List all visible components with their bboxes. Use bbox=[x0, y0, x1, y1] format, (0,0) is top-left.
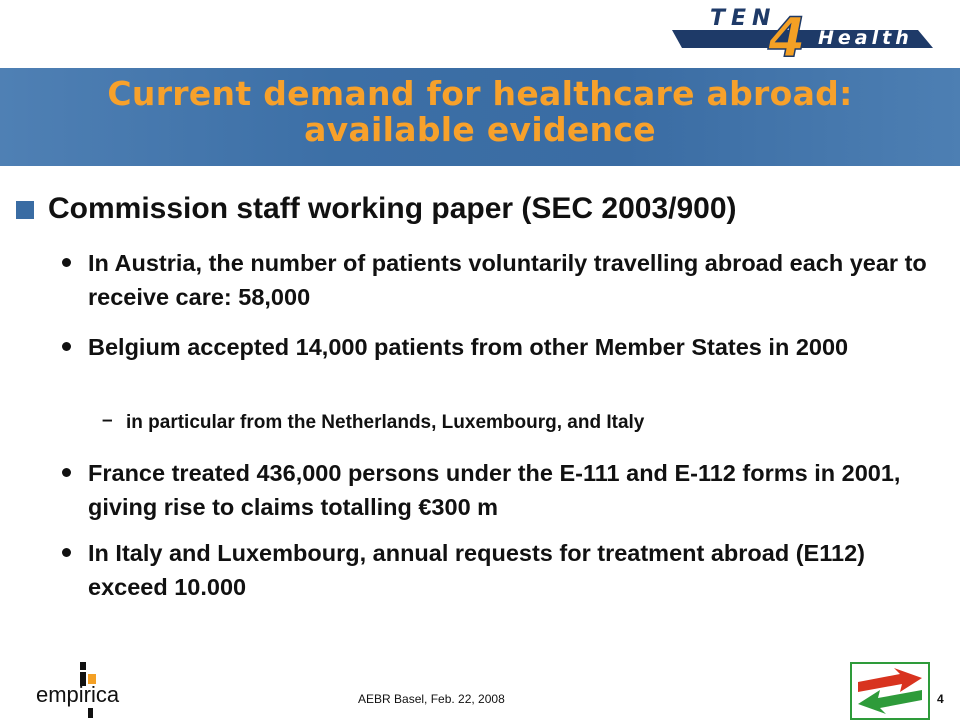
sub-bullet-text: in particular from the Netherlands, Luxembourg, and Italy bbox=[126, 412, 645, 433]
dot-bullet-icon bbox=[62, 548, 71, 557]
bullet-text: In Italy and Luxembourg, annual requests for treatment abroad (E112) exceed 10.000 bbox=[88, 540, 865, 600]
ten4health-logo bbox=[668, 0, 938, 68]
slide-title-line1: Current demand for healthcare abroad: bbox=[107, 74, 853, 113]
slide-title bbox=[0, 76, 960, 148]
svg-text:empirica: empirica bbox=[36, 682, 120, 707]
square-bullet-icon bbox=[16, 201, 34, 219]
heading-text: Commission staff working paper (SEC 2003/900) bbox=[48, 192, 737, 225]
page-number: 4 bbox=[937, 692, 944, 706]
slide-title-line2: available evidence bbox=[304, 110, 656, 149]
footer-event: AEBR Basel, Feb. 22, 2008 bbox=[358, 692, 505, 706]
bullet-text: Belgium accepted 14,000 patients from other Member States in 2000 bbox=[88, 334, 849, 360]
svg-text:TEN: TEN bbox=[710, 6, 777, 31]
dot-bullet-icon bbox=[62, 468, 71, 477]
arrow-flag-logo-icon bbox=[850, 662, 930, 720]
dot-bullet-icon bbox=[62, 342, 71, 351]
svg-text:Health: Health bbox=[818, 27, 913, 49]
bullet-text: In Austria, the number of patients voluntarily travelling abroad each year to receive care: 58,000 bbox=[88, 250, 927, 310]
dash-bullet-icon: – bbox=[102, 410, 113, 431]
empirica-logo bbox=[36, 662, 148, 720]
dot-bullet-icon bbox=[62, 258, 71, 267]
bullet-text: France treated 436,000 persons under the E-111 and E-112 forms in 2001, giving rise to claims totalling €300 m bbox=[88, 460, 901, 520]
svg-text:4: 4 bbox=[768, 6, 806, 68]
